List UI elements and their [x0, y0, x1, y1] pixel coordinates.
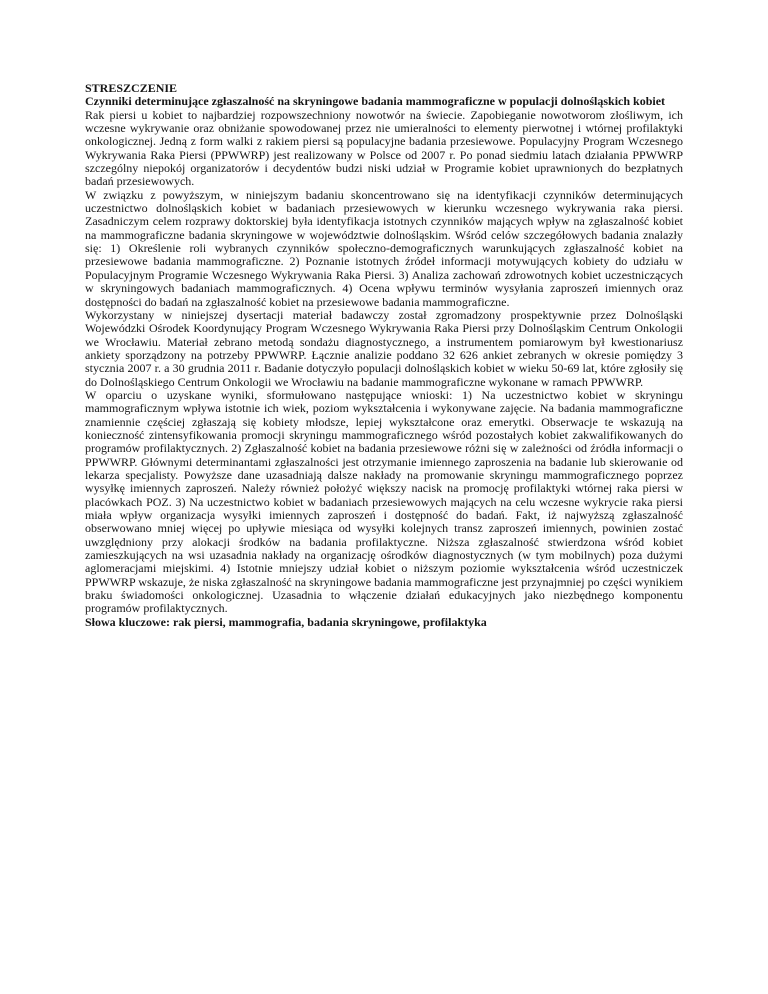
abstract-paragraph-methods: Wykorzystany w niniejszej dysertacji materiał badawczy został zgromadzony prospektywnie przez Dolnośląski Wojewódzki Ośrodek Koordynujący Program Wczesnego Wykrywania Raka Piersi przy Dolnośląskim Centrum Onkologii we Wrocławiu. Materiał zebrano metodą sondażu diagnostycznego, a instrumentem pomiarowym był kwestionariusz ankiety sporządzony na potrzeby PPWWRP. Łącznie analizie poddano 32 626 ankiet zebranych w okresie pomiędzy 3 stycznia 2007 r. a 30 grudnia 2011 r. Badanie dotyczyło populacji dolnośląskich kobiet w wieku 50-69 lat, które zgłosiły się do Dolnośląskiego Centrum Onkologii we Wrocławiu na badanie mammograficzne wykonane w ramach PPWWRP. [85, 307, 683, 389]
keywords-line: Słowa kluczowe: rak piersi, mammografia, badania skryningowe, profilaktyka [85, 614, 487, 629]
abstract-text-block [85, 82, 683, 629]
abstract-paragraph-conclusions: W oparciu o uzyskane wyniki, sformułowano następujące wnioski: 1) Na uczestnictwo kobiet w skryningu mammograficznym wpływa istotnie ich wiek, poziom wykształcenia i wykonywane zajęcie. Na badania mammograficzne znamiennie częściej zgłaszają się kobiety młodsze, lepiej wykształcone oraz emerytki. Obserwacje te wskazują na konieczność zintensyfikowania promocji skryningu mammograficznego wśród pozostałych kobiet zakwalifikowanych do programów profilaktycznych. 2) Zgłaszalność kobiet na badania przesiewowe różni się w zależności od źródła informacji o PPWWRP. Głównymi determinantami zgłaszalności jest otrzymanie imiennego zaproszenia na badanie lub skierowanie od lekarza specjalisty. Powyższe dane uzasadniają dalsze nakłady na promowanie skryningu mammograficznego poprzez wysyłkę imiennych zaproszeń. Należy również położyć większy nacisk na promocję profilaktyki wtórnej raka piersi w placówkach POZ. 3) Na uczestnictwo kobiet w badaniach przesiewowych mających na celu wczesne wykrycie raka piersi miała wpływ organizacja wysyłki imiennych zaproszeń i dostępność do badań. Fakt, iż najwyższą zgłaszalność obserwowano mniej więcej po upływie miesiąca od wysyłki kolejnych transz zaproszeń imiennych, powinien zostać uwzględniony przy alokacji środków na badania profilaktyczne. Niższa zgłaszalność stwierdzona wśród kobiet zamieszkujących na wsi uzasadnia nakłady na organizację ośrodków diagnostycznych (w tym mobilnych) poza dużymi aglomeracjami miejskimi. 4) Istotnie mniejszy udział kobiet o niższym poziomie wykształcenia wśród uczestniczek PPWWRP wskazuje, że niska zgłaszalność na skryningowe badania mammograficzne jest przynajmniej po części wynikiem braku świadomości onkologicznej. Uzasadnia to włączenie działań edukacyjnych jako niezbędnego komponentu programów profilaktycznych. [85, 387, 683, 616]
abstract-heading: STRESZCZENIE [85, 81, 178, 95]
abstract-paragraph-aims: W związku z powyższym, w niniejszym badaniu skoncentrowano się na identyfikacji czynników determinujących uczestnictwo dolnośląskich kobiet w badaniach przesiewowych w kierunku wczesnego wykrywania raka piersi. Zasadniczym celem rozprawy doktorskiej była identyfikacja istotnych czynników mających wpływ na zgłaszalność kobiet na mammograficzne badania skryningowe w województwie dolnośląskim. Wśród celów szczegółowych badania znalazły się: 1) Określenie roli wybranych czynników społeczno-demograficznych warunkujących zgłaszalność kobiet na przesiewowe badania mammograficzne. 2) Poznanie istotnych źródeł informacji motywujących kobiety do udziału w Populacyjnym Programie Wczesnego Wykrywania Raka Piersi. 3) Analiza zachowań zdrowotnych kobiet uczestniczących w skryningowych badaniach mammograficznych. 4) Ocena wpływu terminów wysyłania zaproszeń imiennych oraz dostępności do badań na zgłaszalność kobiet na przesiewowe badania mammograficzne. [85, 187, 683, 309]
abstract-paragraph-intro: Rak piersi u kobiet to najbardziej rozpowszechniony nowotwór na świecie. Zapobieganie nowotworom złośliwym, ich wczesne wykrywanie oraz obniżanie spowodowanej przez nie umieralności to elementy pierwotnej i wtórnej profilaktyki onkologicznej. Jedną z form walki z rakiem piersi są populacyjne badania przesiewowe. Populacyjny Program Wczesnego Wykrywania Raka Piersi (PPWWRP) jest realizowany w Polsce od 2007 r. Po ponad siedmiu latach działania PPWWRP szczególny niepokój organizatorów i decydentów budzi niski udział w Programie kobiet uprawnionych do bezpłatnych badań przesiewowych. [85, 107, 683, 189]
thesis-title: Czynniki determinujące zgłaszalność na skryningowe badania mammograficzne w populacji dolnośląskich kobiet [85, 94, 666, 109]
